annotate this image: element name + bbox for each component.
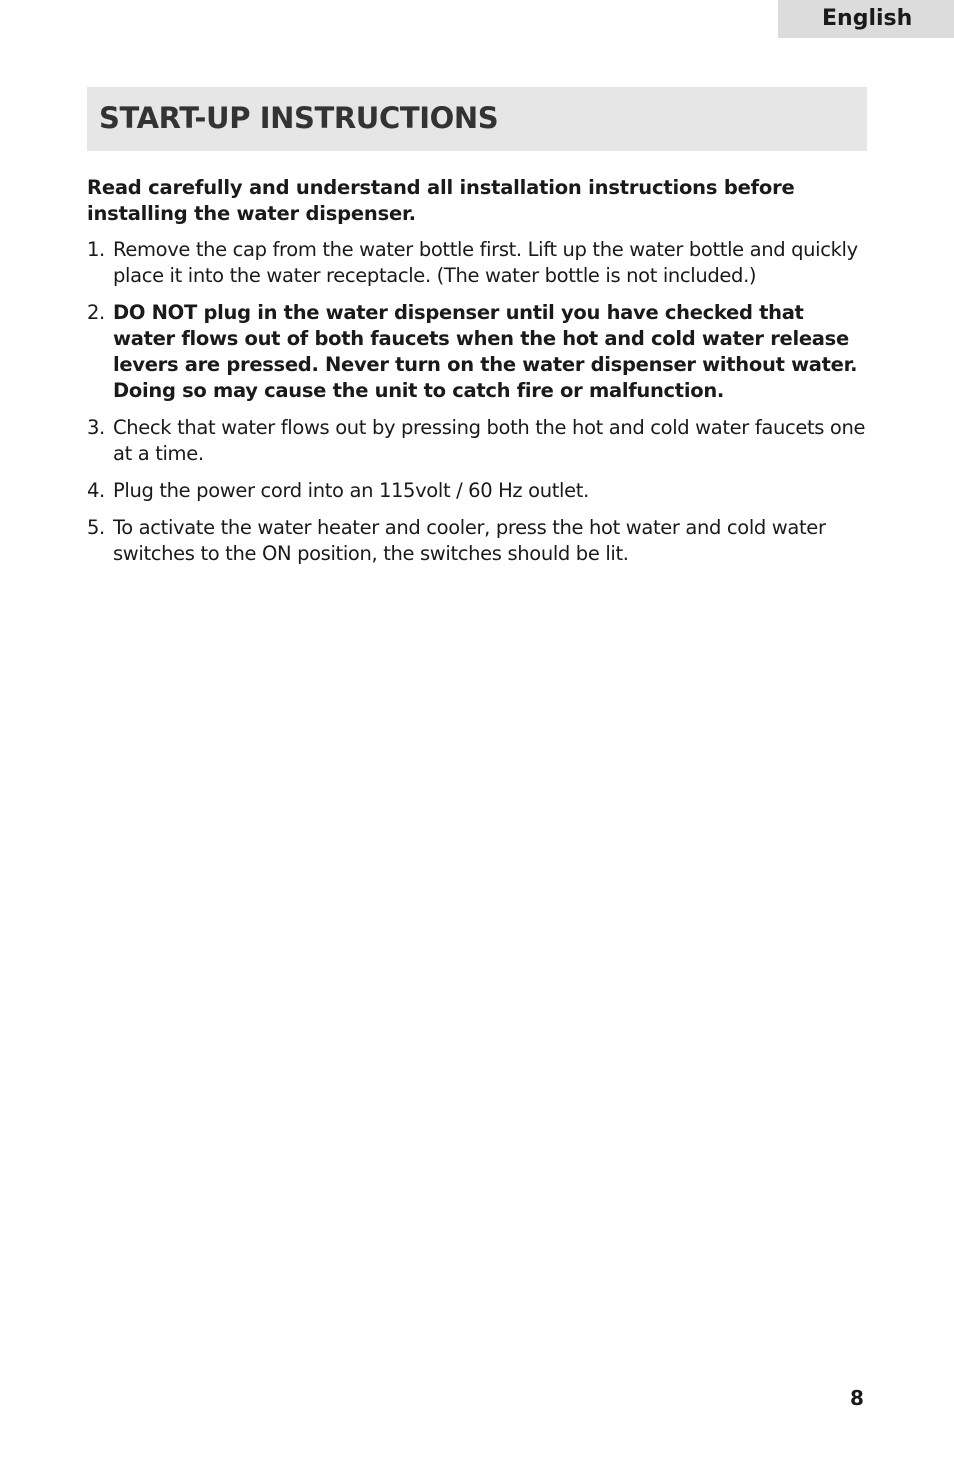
step-item <box>87 478 867 504</box>
step-text: To activate the water heater and cooler, press the hot water and cold water switches to the ON position, the switches should be lit. <box>113 516 826 565</box>
section-title-bar <box>87 87 867 151</box>
page-number: 8 <box>850 1386 864 1410</box>
step-item <box>87 415 867 467</box>
step-item <box>87 300 867 404</box>
step-number: 4. <box>87 479 105 502</box>
step-number: 2. <box>87 301 105 324</box>
steps-list <box>87 237 867 567</box>
step-number: 3. <box>87 416 105 439</box>
language-tab <box>778 0 954 38</box>
step-text: DO NOT plug in the water dispenser until you have checked that water flows out of both faucets when the hot and cold water release levers are pressed. Never turn on the water dispenser without water. Doing so may cause the unit to catch fire or malfunction. <box>113 301 858 402</box>
intro-warning: Read carefully and understand all installation instructions before installing the water dispenser. <box>87 176 795 225</box>
step-text: Check that water flows out by pressing both the hot and cold water faucets one at a time. <box>113 416 866 465</box>
language-label: English <box>822 6 913 31</box>
step-item <box>87 515 867 567</box>
step-text: Remove the cap from the water bottle first. Lift up the water bottle and quickly place it into the water receptacle. (The water bottle is not included.) <box>113 238 858 287</box>
section-title: START-UP INSTRUCTIONS <box>99 101 499 135</box>
instructions-content <box>87 175 867 578</box>
step-number: 5. <box>87 516 105 539</box>
step-text: Plug the power cord into an 115volt / 60 Hz outlet. <box>113 479 589 502</box>
step-item <box>87 237 867 289</box>
step-number: 1. <box>87 238 105 261</box>
